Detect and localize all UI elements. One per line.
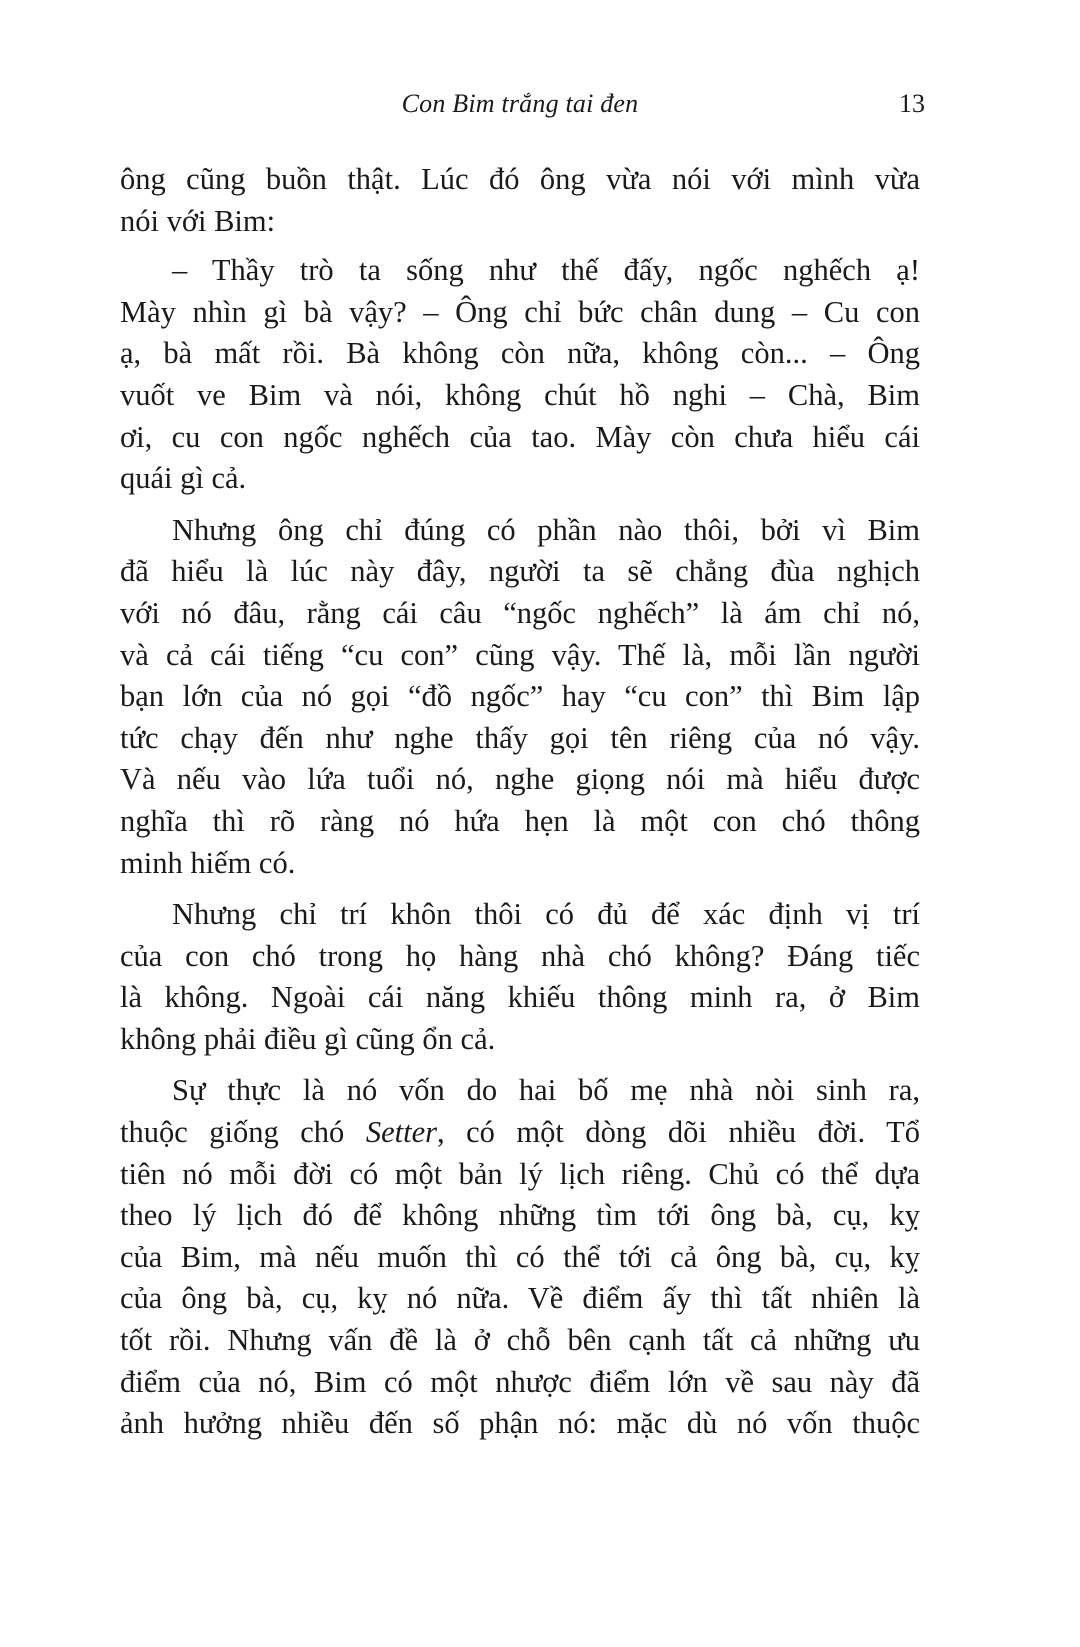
text-line: với nó đâu, rằng cái câu “ngốc nghếch” là ám chỉ nó,: [120, 595, 920, 630]
paragraph: [120, 894, 920, 1060]
paragraph: [120, 1070, 920, 1444]
text-line: tốt rồi. Nhưng vấn đề là ở chỗ bên cạnh tất cả những ưu: [120, 1323, 920, 1358]
text-line: bạn lớn của nó gọi “đồ ngốc” hay “cu con” thì Bim lập: [120, 679, 920, 714]
text-line: ông cũng buồn thật. Lúc đó ông vừa nói với mình vừa: [120, 162, 920, 196]
paragraph: [120, 159, 920, 242]
text-line: Mày nhìn gì bà vậy? – Ông chỉ bức chân dung – Cu con: [120, 294, 920, 329]
text-line: là không. Ngoài cái năng khiếu thông minh ra, ở Bim: [120, 980, 920, 1015]
text-line: và cả cái tiếng “cu con” cũng vậy. Thế là, mỗi lần người: [120, 637, 920, 672]
body-text: [120, 159, 920, 1455]
text-line: ơi, cu con ngốc nghếch của tao. Mày còn chưa hiểu cái: [120, 419, 920, 454]
text-line: của con chó trong họ hàng nhà chó không? Đáng tiếc: [120, 938, 920, 973]
running-title: Con Bim trắng tai đen: [401, 89, 639, 118]
text-line: đã hiểu là lúc này đây, người ta sẽ chẳng đùa nghịch: [120, 554, 920, 589]
text-line: nói với Bim:: [120, 203, 276, 238]
text-line: nghĩa thì rõ ràng nó hứa hẹn là một con chó thông: [120, 803, 920, 838]
text-line: minh hiếm có.: [120, 845, 296, 880]
text-line: Sự thực là nó vốn do hai bố mẹ nhà nòi sinh ra,: [172, 1073, 920, 1108]
text-run: , có một dòng dõi nhiều đời. Tổ: [436, 1115, 920, 1150]
text-line: vuốt ve Bim và nói, không chút hồ nghi – Chà, Bim: [120, 377, 920, 412]
text-line: theo lý lịch đó để không những tìm tới ông bà, cụ, kỵ: [120, 1198, 920, 1233]
text-line: – Thầy trò ta sống như thế đấy, ngốc nghếch ạ!: [172, 253, 920, 288]
text-line: quái gì cả.: [120, 461, 247, 496]
text-line: Và nếu vào lứa tuổi nó, nghe giọng nói mà hiểu được: [120, 762, 920, 797]
italic-term: Setter: [365, 1115, 437, 1150]
text-line: ạ, bà mất rồi. Bà không còn nữa, không còn... – Ông: [120, 336, 920, 371]
text-line: tức chạy đến như nghe thấy gọi tên riêng của nó vậy.: [120, 720, 920, 755]
page-header: [120, 84, 925, 124]
page-number: 13: [899, 89, 925, 118]
paragraph: [120, 250, 920, 500]
text-line: của Bim, mà nếu muốn thì có thể tới cả ông bà, cụ, kỵ: [120, 1239, 920, 1274]
text-run: thuộc giống chó: [120, 1115, 366, 1150]
text-line: điểm của nó, Bim có một nhược điểm lớn về sau này đã: [120, 1364, 920, 1399]
text-line: [120, 1112, 920, 1154]
paragraph: [120, 510, 920, 884]
text-line: Nhưng chỉ trí khôn thôi có đủ để xác định vị trí: [172, 897, 920, 932]
text-line: không phải điều gì cũng ổn cả.: [120, 1021, 496, 1056]
text-line: Nhưng ông chỉ đúng có phần nào thôi, bởi vì Bim: [172, 512, 920, 547]
text-line: ảnh hưởng nhiều đến số phận nó: mặc dù nó vốn thuộc: [120, 1406, 920, 1441]
text-line: của ông bà, cụ, kỵ nó nữa. Về điểm ấy thì tất nhiên là: [120, 1281, 920, 1316]
text-line: tiên nó mỗi đời có một bản lý lịch riêng. Chủ có thể dựa: [120, 1156, 920, 1191]
